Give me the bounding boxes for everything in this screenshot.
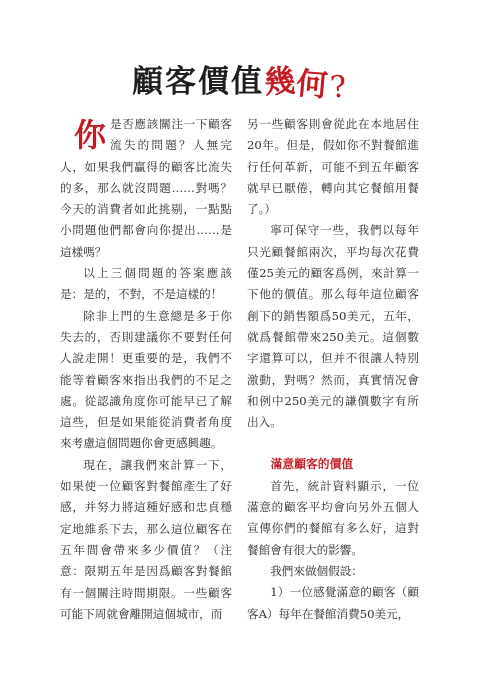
example-paragraph: 寧可保守一些，我們以每年只光顧餐館兩次，平均每次花費僅25美元的顧客爲例，來計算一下他的價值。那么每年這位顧客創下的銷售額爲50美元，五年，就爲餐館帶來250美元。這個數字還算可以，但并不很讓人特別激動，對嗎？然而，真實情况會和例中250美元的謙價數字有所出入。 [247, 223, 419, 430]
answer-paragraph: 以上三個問題的答案應該是：是的，不對，不是這樣的！ [60, 266, 232, 302]
intro-paragraph-text: 是否應該關注一下顧客流失的問題？人無完人，如果我們贏得的顧客比流失的多，那么就沒問題……對嗎？今天的消費者如此挑剔，一點點小問題他們都會向你提出……是這樣嗎？ [60, 117, 232, 259]
advice-paragraph: 除非上門的生意總是多于你失去的，否則建議你不要對任何人說走開！更重要的是，我們不能等着顧客來指出我們的不足之處。從認識角度你可能早已了解這些，但是如果能從消費者角度來考慮這個問題你會更感興趣。 [60, 308, 232, 451]
assumption-item-1: 1）一位感覺滿意的顧客（顧客A）每年在餐館消費50美元， [247, 585, 419, 621]
drop-cap: 你 [74, 116, 107, 154]
title-question-mark: ? [328, 69, 349, 106]
title-main-text: 顧客價值 [131, 64, 264, 100]
intro-paragraph [60, 114, 232, 263]
title-accent-char-1: 幾 [262, 62, 299, 102]
left-column [60, 114, 232, 625]
assumption-paragraph: 我們來做個假設： [270, 563, 363, 578]
statistics-paragraph: 首先，統計資料顯示，一位滿意的顧客平均會向另外五個人宣傳你們的餐館有多么好，這對餐館會有很大的影響。 [247, 478, 419, 557]
right-column [247, 114, 419, 625]
section-heading: 滿意顧客的價值 [270, 457, 354, 472]
calculation-paragraph: 現在，讓我們來計算一下，如果使一位顧客對餐館產生了好感，并努力將這種好感和忠貞穩定地維系下去，那么這位顧客在五年間會帶來多少價值？（注意：限期五年是因爲顧客對餐館有一個關注時間期限。一些顧客可能下周就會離開這個城市，而 [60, 457, 232, 621]
article-title [0, 56, 478, 106]
section-spacer [247, 433, 419, 454]
title-accent-char-2: 何 [294, 65, 331, 105]
continued-paragraph: 另一些顧客則會從此在本地居住20年。但是，假如你不對餐館進行任何革新，可能不到五年顧客就早已厭倦，轉向其它餐館用餐了。） [247, 117, 419, 217]
